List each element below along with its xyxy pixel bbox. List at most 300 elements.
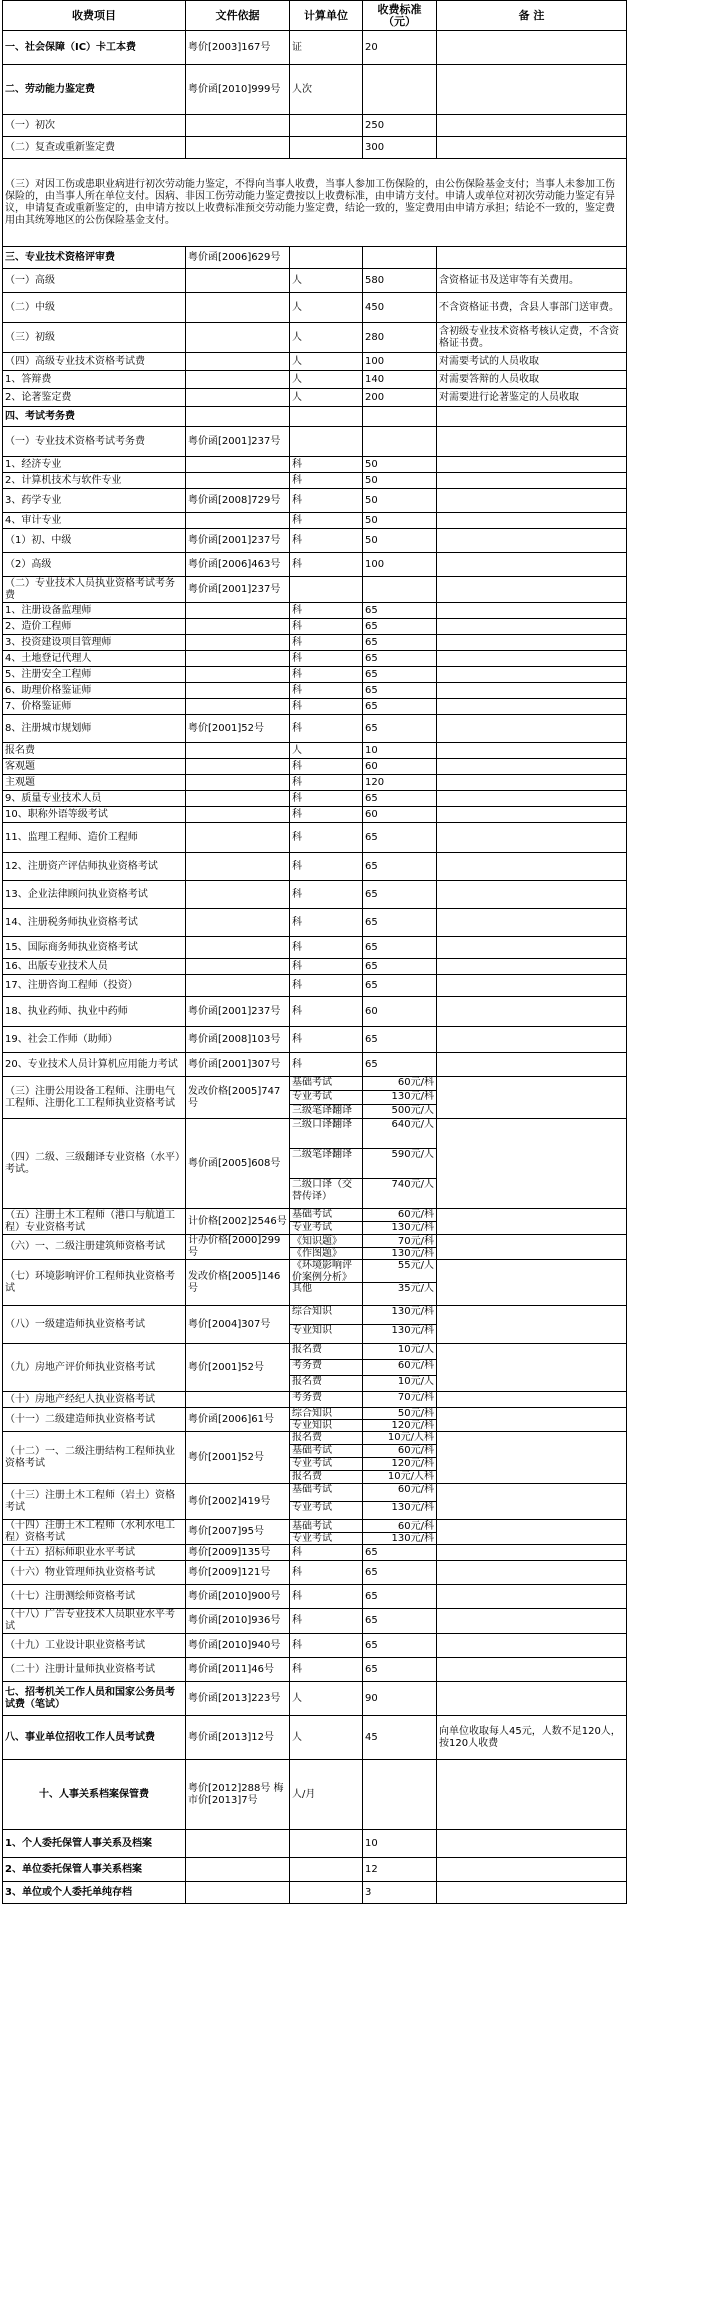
- table-row: [3, 667, 627, 683]
- cell-fee: 65: [363, 715, 437, 743]
- cell-fee-sub: 130元/科: [363, 1532, 436, 1544]
- cell-unit: [290, 1484, 363, 1520]
- cell-fee: 50: [363, 457, 437, 473]
- cell-unit-sub: 基础考试: [292, 1077, 332, 1088]
- table-row: [3, 1682, 627, 1716]
- cell-fee-sub: 55元/人: [397, 1260, 434, 1271]
- cell-note: [437, 1658, 627, 1682]
- cell-unit-sub: 基础考试: [292, 1484, 332, 1495]
- cell-doc: [186, 1392, 290, 1408]
- cell-fee: 250: [363, 115, 437, 137]
- cell-unit: 科: [290, 513, 363, 529]
- cell-item: （八）一级建造师执业资格考试: [3, 1306, 186, 1344]
- cell-item: 四、考试考务费: [3, 407, 186, 427]
- cell-fee: 65: [363, 635, 437, 651]
- cell-fee: 45: [363, 1716, 437, 1760]
- cell-fee: 65: [363, 853, 437, 881]
- cell-item: 6、助理价格鉴证师: [3, 683, 186, 699]
- cell-fee: [363, 1119, 437, 1209]
- cell-unit-sub: 综合知识: [292, 1306, 332, 1317]
- table-row: [3, 823, 627, 853]
- cell-fee: 65: [363, 619, 437, 635]
- cell-note: [437, 775, 627, 791]
- cell-item: （四）高级专业技术资格考试费: [3, 353, 186, 371]
- cell-fee-sub: 740元/人: [363, 1178, 436, 1208]
- table-row: [3, 1545, 627, 1561]
- cell-unit: 科: [290, 823, 363, 853]
- cell-fee: [363, 247, 437, 269]
- cell-note: 不含资格证书费，含县人事部门送审费。: [437, 293, 627, 323]
- cell-fee-sub: 10元/人: [363, 1375, 436, 1391]
- cell-note: [437, 881, 627, 909]
- cell-unit: 科: [290, 759, 363, 775]
- cell-item: 18、执业药师、执业中药师: [3, 997, 186, 1027]
- cell-doc: [186, 1882, 290, 1904]
- cell-doc: [186, 1830, 290, 1858]
- cell-doc: 粤价函[2001]237号: [186, 427, 290, 457]
- cell-fee: 65: [363, 975, 437, 997]
- cell-item: （三）初级: [3, 323, 186, 353]
- table-row: [3, 407, 627, 427]
- cell-note: [437, 1344, 627, 1392]
- header-fee: 收费标准（元）: [363, 1, 437, 31]
- cell-fee: 65: [363, 1027, 437, 1053]
- cell-item: 15、国际商务师执业资格考试: [3, 937, 186, 959]
- cell-doc: [186, 115, 290, 137]
- cell-fee: [363, 577, 437, 603]
- cell-doc: [186, 823, 290, 853]
- cell-unit: 科: [290, 1634, 363, 1658]
- cell-note: [437, 1209, 627, 1235]
- cell-fee-sub: 60元/科: [397, 1484, 434, 1495]
- cell-fee-sub: 500元/人: [363, 1104, 436, 1118]
- cell-fee: 100: [363, 553, 437, 577]
- cell-doc: 粤价函[2008]103号: [186, 1027, 290, 1053]
- cell-doc: 粤价函[2011]46号: [186, 1658, 290, 1682]
- table-row: [3, 759, 627, 775]
- cell-fee-sub: 130元/科: [363, 1221, 436, 1234]
- table-row: [3, 853, 627, 881]
- cell-fee-sub: 10元/人: [397, 1344, 434, 1355]
- cell-unit: 科: [290, 699, 363, 715]
- cell-item: （六）一、二级注册建筑师资格考试: [3, 1235, 186, 1260]
- cell-fee-sub: 10元/人科: [363, 1470, 436, 1483]
- cell-fee: [363, 1260, 437, 1306]
- cell-unit: 科: [290, 791, 363, 807]
- cell-item: 1、个人委托保管人事关系及档案: [3, 1830, 186, 1858]
- header-row: [3, 1, 627, 31]
- cell-fee: 65: [363, 937, 437, 959]
- cell-doc: [186, 603, 290, 619]
- cell-unit-sub: 其他: [290, 1282, 362, 1305]
- table-row: [3, 1520, 627, 1545]
- cell-item: 1、经济专业: [3, 457, 186, 473]
- cell-fee: 100: [363, 353, 437, 371]
- cell-fee: 65: [363, 1585, 437, 1609]
- cell-doc: 粤价[2001]52号: [186, 1344, 290, 1392]
- cell-unit: 人: [290, 1716, 363, 1760]
- cell-note: [437, 1392, 627, 1408]
- cell-fee-sub: 120元/科: [363, 1457, 436, 1470]
- cell-doc: 粤价[2009]121号: [186, 1561, 290, 1585]
- cell-fee: 280: [363, 323, 437, 353]
- cell-doc: [186, 513, 290, 529]
- cell-doc: [186, 651, 290, 667]
- cell-unit: 科: [290, 807, 363, 823]
- cell-unit: 人: [290, 293, 363, 323]
- cell-note: [437, 1260, 627, 1306]
- cell-fee: 3: [363, 1882, 437, 1904]
- cell-unit-sub: 《环境影响评价案例分析》: [292, 1260, 352, 1283]
- cell-note: [437, 603, 627, 619]
- cell-note: 对需要答辩的人员收取: [437, 371, 627, 389]
- cell-unit-sub: 基础考试: [292, 1520, 332, 1532]
- cell-doc: 粤价[2012]288号 梅市价[2013]7号: [186, 1760, 290, 1830]
- cell-doc: [186, 975, 290, 997]
- cell-unit: 科: [290, 775, 363, 791]
- cell-note: [437, 1585, 627, 1609]
- table-row: [3, 1658, 627, 1682]
- cell-item: （十三）注册土木工程师（岩土）资格考试: [3, 1484, 186, 1520]
- cell-item: 主观题: [3, 775, 186, 791]
- cell-doc: [186, 807, 290, 823]
- cell-unit-sub: 《作图题》: [290, 1247, 362, 1259]
- cell-unit: 人: [290, 269, 363, 293]
- cell-fee: 580: [363, 269, 437, 293]
- cell-doc: [186, 881, 290, 909]
- cell-note: 向单位收取每人45元，人数不足120人，按120人收费: [437, 1716, 627, 1760]
- cell-unit-sub: 专业考试: [290, 1532, 362, 1544]
- cell-fee: 10: [363, 1830, 437, 1858]
- cell-unit: 科: [290, 1658, 363, 1682]
- cell-note: [437, 1119, 627, 1209]
- cell-item: （十五）招标师职业水平考试: [3, 1545, 186, 1561]
- cell-note: [437, 1484, 627, 1520]
- cell-unit: 科: [290, 473, 363, 489]
- cell-doc: 计价格[2002]2546号: [186, 1209, 290, 1235]
- table-row: [3, 427, 627, 457]
- cell-note: [437, 909, 627, 937]
- cell-note: [437, 1077, 627, 1119]
- cell-item: 7、价格鉴证师: [3, 699, 186, 715]
- cell-unit: 科: [290, 1027, 363, 1053]
- cell-doc: 粤价函[2010]999号: [186, 65, 290, 115]
- cell-note: [437, 1830, 627, 1858]
- cell-doc: [186, 667, 290, 683]
- cell-doc: [186, 759, 290, 775]
- table-row: [3, 1760, 627, 1830]
- cell-note: [437, 1760, 627, 1830]
- cell-item: 3、单位或个人委托单纯存档: [3, 1882, 186, 1904]
- cell-doc: 粤价函[2001]307号: [186, 1053, 290, 1077]
- cell-doc: 粤价函[2013]12号: [186, 1716, 290, 1760]
- cell-note: [437, 1634, 627, 1658]
- table-row: [3, 371, 627, 389]
- table-row: [3, 1209, 627, 1235]
- cell-unit-sub: 专业知识: [290, 1324, 362, 1343]
- cell-unit: 科: [290, 715, 363, 743]
- table-row: [3, 775, 627, 791]
- table-row: [3, 715, 627, 743]
- cell-item: （十一）二级建造师执业资格考试: [3, 1408, 186, 1432]
- cell-unit: 科: [290, 603, 363, 619]
- cell-note: [437, 553, 627, 577]
- cell-item: 3、投资建设项目管理师: [3, 635, 186, 651]
- cell-fee: 200: [363, 389, 437, 407]
- cell-note: [437, 959, 627, 975]
- cell-unit: 人/月: [290, 1760, 363, 1830]
- cell-unit-sub: 基础考试: [292, 1209, 332, 1220]
- cell-fee: 65: [363, 1634, 437, 1658]
- cell-fee: [363, 427, 437, 457]
- cell-note: [437, 513, 627, 529]
- table-row: [3, 1858, 627, 1882]
- cell-fee: [363, 1484, 437, 1520]
- cell-doc: [186, 1858, 290, 1882]
- cell-item: （二）专业技术人员执业资格考试考务费: [3, 577, 186, 603]
- cell-doc: [186, 683, 290, 699]
- cell-fee: 12: [363, 1858, 437, 1882]
- table-row: [3, 1484, 627, 1520]
- cell-unit: [290, 115, 363, 137]
- cell-unit: 科: [290, 937, 363, 959]
- cell-fee-sub: 60元/科: [397, 1077, 434, 1088]
- table-row: [3, 635, 627, 651]
- cell-doc: [186, 635, 290, 651]
- cell-unit: [290, 137, 363, 159]
- cell-unit: 科: [290, 667, 363, 683]
- cell-doc: [186, 937, 290, 959]
- cell-fee: 50: [363, 513, 437, 529]
- cell-item: （2）高级: [3, 553, 186, 577]
- cell-fee: 120: [363, 775, 437, 791]
- table-row: [3, 1561, 627, 1585]
- cell-doc: [186, 775, 290, 791]
- cell-unit: 科: [290, 975, 363, 997]
- cell-doc: [186, 389, 290, 407]
- cell-item: 5、注册安全工程师: [3, 667, 186, 683]
- cell-unit: [290, 1209, 363, 1235]
- cell-unit: 科: [290, 1609, 363, 1634]
- table-row: [3, 553, 627, 577]
- table-row: [3, 489, 627, 513]
- cell-unit-sub: 专业考试: [290, 1501, 362, 1519]
- cell-unit-sub: 专业考试: [290, 1090, 362, 1104]
- cell-fee: 50: [363, 529, 437, 553]
- cell-fee-sub: 60元/科: [397, 1209, 434, 1220]
- cell-note: [437, 651, 627, 667]
- cell-doc: [186, 407, 290, 427]
- table-row: [3, 909, 627, 937]
- cell-unit: 科: [290, 881, 363, 909]
- cell-doc: [186, 853, 290, 881]
- cell-unit: [290, 577, 363, 603]
- cell-fee: [363, 1408, 437, 1432]
- header-note: 备 注: [437, 1, 627, 31]
- cell-fee: 300: [363, 137, 437, 159]
- cell-note: [437, 407, 627, 427]
- table-row: [3, 699, 627, 715]
- cell-fee: 65: [363, 699, 437, 715]
- cell-fee: [363, 1520, 437, 1545]
- cell-fee-sub: 35元/人: [363, 1282, 436, 1305]
- table-row: [3, 1235, 627, 1260]
- cell-doc: [186, 293, 290, 323]
- cell-doc: 粤价[2001]52号: [186, 715, 290, 743]
- cell-doc: 粤价函[2005]608号: [186, 1119, 290, 1209]
- cell-doc: [186, 743, 290, 759]
- table-row: [3, 457, 627, 473]
- cell-fee: 65: [363, 1561, 437, 1585]
- cell-fee: 90: [363, 1682, 437, 1716]
- cell-fee: [363, 407, 437, 427]
- cell-doc: 粤价函[2001]237号: [186, 577, 290, 603]
- table-row: [3, 115, 627, 137]
- table-row: [3, 247, 627, 269]
- table-row: [3, 619, 627, 635]
- table-row: [3, 1408, 627, 1432]
- cell-unit: [290, 427, 363, 457]
- cell-unit: [290, 1830, 363, 1858]
- table-row: [3, 65, 627, 115]
- cell-note: [437, 457, 627, 473]
- cell-doc: 粤价函[2001]237号: [186, 997, 290, 1027]
- table-row: [3, 31, 627, 65]
- cell-unit: [290, 1235, 363, 1260]
- table-row: [3, 651, 627, 667]
- cell-unit: [290, 1119, 363, 1209]
- cell-doc: 粤价[2001]52号: [186, 1432, 290, 1484]
- cell-note: [437, 1545, 627, 1561]
- cell-doc: [186, 353, 290, 371]
- cell-doc: [186, 137, 290, 159]
- cell-unit: 人: [290, 371, 363, 389]
- cell-note: [437, 1520, 627, 1545]
- table-row: [3, 937, 627, 959]
- table-row: [3, 529, 627, 553]
- cell-note: [437, 759, 627, 775]
- cell-item: 三、专业技术资格评审费: [3, 247, 186, 269]
- cell-item: （十二）一、二级注册结构工程师执业资格考试: [3, 1432, 186, 1484]
- note-paragraph: （三）对因工伤或患职业病进行初次劳动能力鉴定，不得向当事人收费，当事人参加工伤保险的，由公伤保险基金支付；当事人未参加工伤保险的，由当事人所在单位支付。因病、非因工伤劳动能力鉴定费按以上收费标准，由申请方支付。申请人或单位对初次劳动能力鉴定有异议，申请复查或重新鉴定的，由申请方按以上收费标准预交劳动能力鉴定费，结论一致的，鉴定费用由申请方承担；结论不一致的，鉴定费用由其统筹地区的公伤保险基金支付。: [3, 159, 627, 247]
- cell-fee: 65: [363, 1545, 437, 1561]
- cell-doc: 粤价函[2010]936号: [186, 1609, 290, 1634]
- cell-unit: 科: [290, 1585, 363, 1609]
- table-row: [3, 959, 627, 975]
- cell-fee: [363, 1306, 437, 1344]
- cell-item: （一）高级: [3, 269, 186, 293]
- cell-fee: 60: [363, 807, 437, 823]
- cell-item: 1、答辩费: [3, 371, 186, 389]
- cell-note: [437, 247, 627, 269]
- cell-unit: 科: [290, 529, 363, 553]
- table-row: [3, 1260, 627, 1306]
- table-row: [3, 513, 627, 529]
- cell-unit: 科: [290, 553, 363, 577]
- cell-doc: [186, 269, 290, 293]
- cell-note: [437, 1882, 627, 1904]
- cell-note: [437, 667, 627, 683]
- cell-note: [437, 937, 627, 959]
- cell-item: 8、注册城市规划师: [3, 715, 186, 743]
- cell-item: 十、人事关系档案保管费: [3, 1760, 186, 1830]
- cell-fee-sub: 130元/科: [363, 1324, 436, 1343]
- cell-fee: 65: [363, 959, 437, 975]
- table-row: [3, 159, 627, 247]
- cell-item: （四）二级、三级翻译专业资格（水平）考试。: [3, 1119, 186, 1209]
- cell-note: [437, 1053, 627, 1077]
- table-row: [3, 293, 627, 323]
- cell-note: [437, 715, 627, 743]
- cell-item: （十六）物业管理师执业资格考试: [3, 1561, 186, 1585]
- cell-item: （二）复查或重新鉴定费: [3, 137, 186, 159]
- cell-doc: 粤价[2003]167号: [186, 31, 290, 65]
- cell-note: [437, 1561, 627, 1585]
- cell-doc: 粤价[2004]307号: [186, 1306, 290, 1344]
- cell-unit: [290, 1408, 363, 1432]
- cell-note: [437, 683, 627, 699]
- cell-fee-sub: 60元/科: [363, 1444, 436, 1457]
- cell-fee: 20: [363, 31, 437, 65]
- cell-doc: 粤价函[2010]900号: [186, 1585, 290, 1609]
- cell-item: （二）中级: [3, 293, 186, 323]
- cell-note: [437, 1408, 627, 1432]
- cell-fee-sub: 640元/人: [391, 1119, 434, 1130]
- cell-note: [437, 743, 627, 759]
- cell-unit: 科: [290, 997, 363, 1027]
- cell-item: 4、审计专业: [3, 513, 186, 529]
- cell-unit: [290, 1260, 363, 1306]
- cell-fee: 65: [363, 909, 437, 937]
- table-row: [3, 1432, 627, 1484]
- cell-unit: [290, 1344, 363, 1392]
- cell-note: 对需要进行论著鉴定的人员收取: [437, 389, 627, 407]
- cell-doc: [186, 791, 290, 807]
- cell-doc: [186, 619, 290, 635]
- cell-fee: [363, 1235, 437, 1260]
- cell-fee: 60: [363, 997, 437, 1027]
- header-item: 收费项目: [3, 1, 186, 31]
- cell-fee-sub: 130元/科: [363, 1501, 436, 1519]
- table-row: [3, 1306, 627, 1344]
- cell-item: 2、造价工程师: [3, 619, 186, 635]
- cell-item: （七）环境影响评价工程师执业资格考试: [3, 1260, 186, 1306]
- cell-note: [437, 791, 627, 807]
- cell-item: （九）房地产评价师执业资格考试: [3, 1344, 186, 1392]
- cell-item: 16、出版专业技术人员: [3, 959, 186, 975]
- cell-fee: 65: [363, 823, 437, 853]
- cell-item: 11、监理工程师、造价工程师: [3, 823, 186, 853]
- cell-item: （十七）注册测绘师资格考试: [3, 1585, 186, 1609]
- cell-item: 10、职称外语等级考试: [3, 807, 186, 823]
- cell-unit: 人: [290, 1682, 363, 1716]
- cell-fee-sub: 590元/人: [363, 1148, 436, 1178]
- cell-unit: 人: [290, 389, 363, 407]
- cell-note: [437, 1432, 627, 1484]
- cell-doc: 粤价函[2008]729号: [186, 489, 290, 513]
- cell-item: 二、劳动能力鉴定费: [3, 65, 186, 115]
- cell-doc: [186, 323, 290, 353]
- cell-item: 七、招考机关工作人员和国家公务员考试费（笔试）: [3, 1682, 186, 1716]
- table-row: [3, 1585, 627, 1609]
- cell-doc: 粤价函[2006]463号: [186, 553, 290, 577]
- fee-table-body: [3, 31, 627, 1904]
- cell-fee: [363, 1392, 437, 1408]
- cell-note: 对需要考试的人员收取: [437, 353, 627, 371]
- cell-item: 3、药学专业: [3, 489, 186, 513]
- cell-note: [437, 853, 627, 881]
- cell-doc: [186, 959, 290, 975]
